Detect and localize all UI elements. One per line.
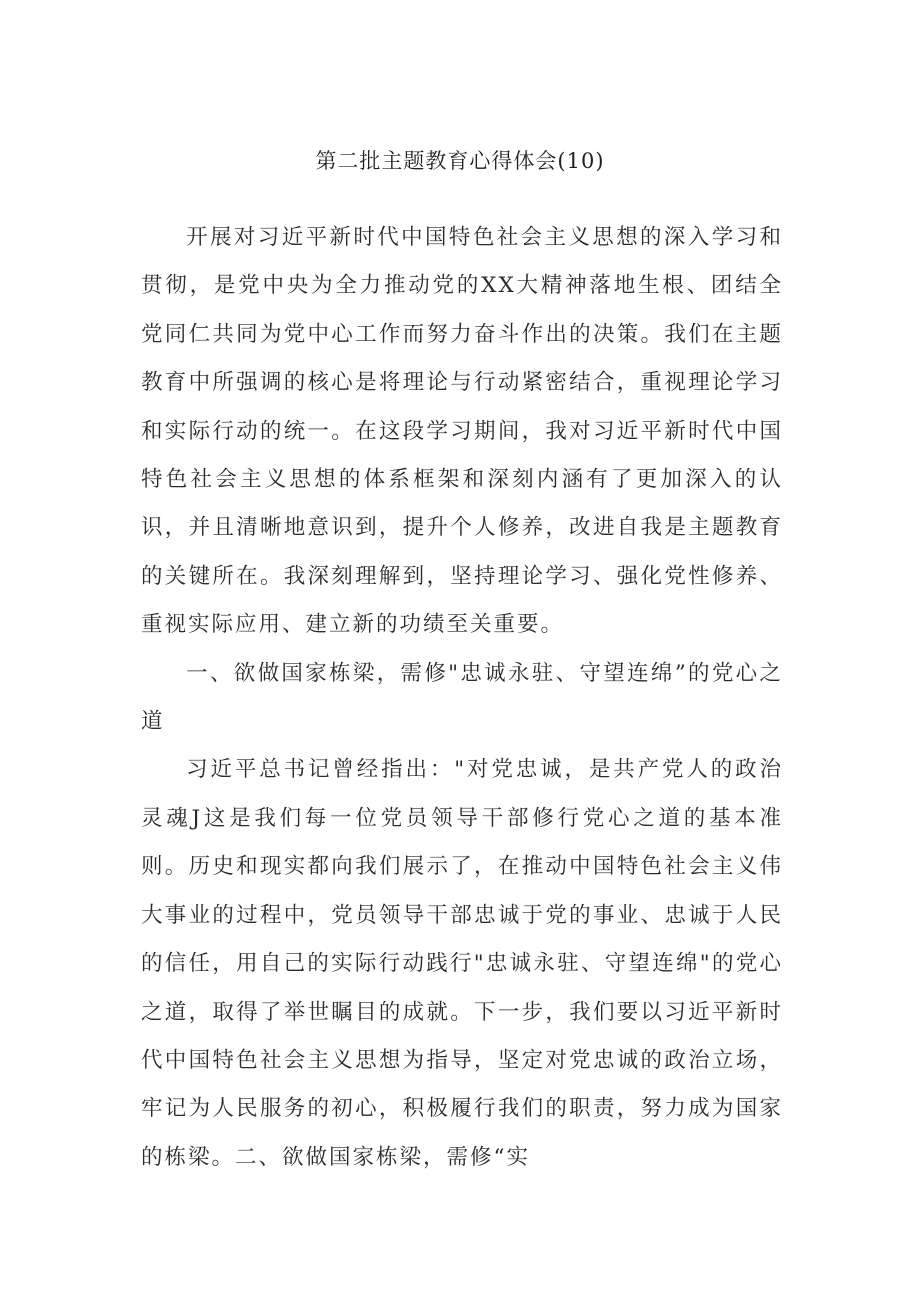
document-body: [141, 214, 783, 1182]
paragraph-loyalty: 习近平总书记曾经指出："对党忠诚，是共产党人的政治灵魂J这是我们每一位党员领导干部修行党心之道的基本准则。历史和现实都向我们展示了，在推动中国特色社会主义伟大事业的过程中，党员领导干部忠诚于党的事业、忠诚于人民的信任，用自己的实际行动践行"忠诚永驻、守望连绵"的党心之道，取得了举世瞩目的成就。下一步，我们要以习近平新时代中国特色社会主义思想为指导，坚定对党忠诚的政治立场，牢记为人民服务的初心，积极履行我们的职责，努力成为国家的栋梁。二、欲做国家栋梁，需修“实: [141, 757, 783, 1170]
document-title: 第二批主题教育心得体会(10): [315, 149, 605, 173]
paragraph-heading-one: 一、欲做国家栋梁，需修"忠诚永驻、守望连绵”的党心之道: [141, 660, 783, 735]
paragraph-intro: 开展对习近平新时代中国特色社会主义思想的深入学习和贯彻，是党中央为全力推动党的XX大精神落地生根、团结全党同仁共同为党中心工作而努力奋斗作出的决策。我们在主题教育中所强调的核心是将理论与行动紧密结合，重视理论学习和实际行动的统一。在这段学习期间，我对习近平新时代中国特色社会主义思想的体系框架和深刻内涵有了更加深入的认识，并且清晰地意识到，提升个人修养，改进自我是主题教育的关键所在。我深刻理解到，坚持理论学习、强化党性修养、重视实际应用、建立新的功绩至关重要。: [141, 225, 783, 638]
